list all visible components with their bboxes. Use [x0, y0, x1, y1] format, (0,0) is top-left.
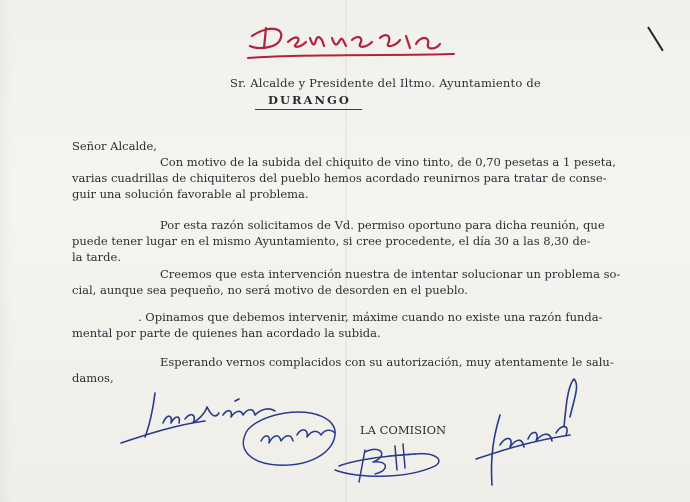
signature-3	[325, 430, 455, 492]
body-line: Esperando vernos complacidos con su autorización, muy atentamente le salu-	[160, 355, 614, 369]
body-line: cial, aunque sea pequeño, no será motivo de desorden en el pueblo.	[72, 283, 468, 297]
salutation: Señor Alcalde,	[72, 139, 157, 153]
body-line: varias cuadrillas de chiquiteros del pueblo hemos acordado reunirnos para tratar de conse-	[72, 171, 607, 185]
body-line: guir una solución favorable al problema.	[72, 187, 309, 201]
signature-label: LA COMISION	[360, 423, 447, 437]
body-line: Creemos que esta intervención nuestra de intentar solucionar un problema so-	[160, 267, 621, 281]
body-line: puede tener lugar en el mismo Ayuntamiento, si cree procedente, el día 30 a las 8,30 de-	[72, 234, 591, 248]
body-line: . Opinamos que debemos intervenir, máxime cuando no existe una razón funda-	[138, 310, 603, 324]
recipient-town: DURANGO	[268, 93, 351, 107]
recipient-line: Sr. Alcalde y Presidente del Iltmo. Ayuntamiento de	[230, 76, 541, 90]
town-underline	[255, 109, 362, 110]
pen-mark	[647, 26, 664, 51]
signature-4	[470, 375, 600, 495]
body-line: Con motivo de la subida del chiquito de vino tinto, de 0,70 pesetas a 1 peseta,	[160, 155, 616, 169]
body-line: Por esta razón solicitamos de Vd. permiso oportuno para dicha reunión, que	[160, 218, 605, 232]
body-line: la tarde.	[72, 250, 121, 264]
body-line: mental por parte de quienes han acordado la subida.	[72, 326, 381, 340]
handwritten-heading-denuncia	[240, 14, 460, 66]
body-line: damos,	[72, 371, 114, 385]
